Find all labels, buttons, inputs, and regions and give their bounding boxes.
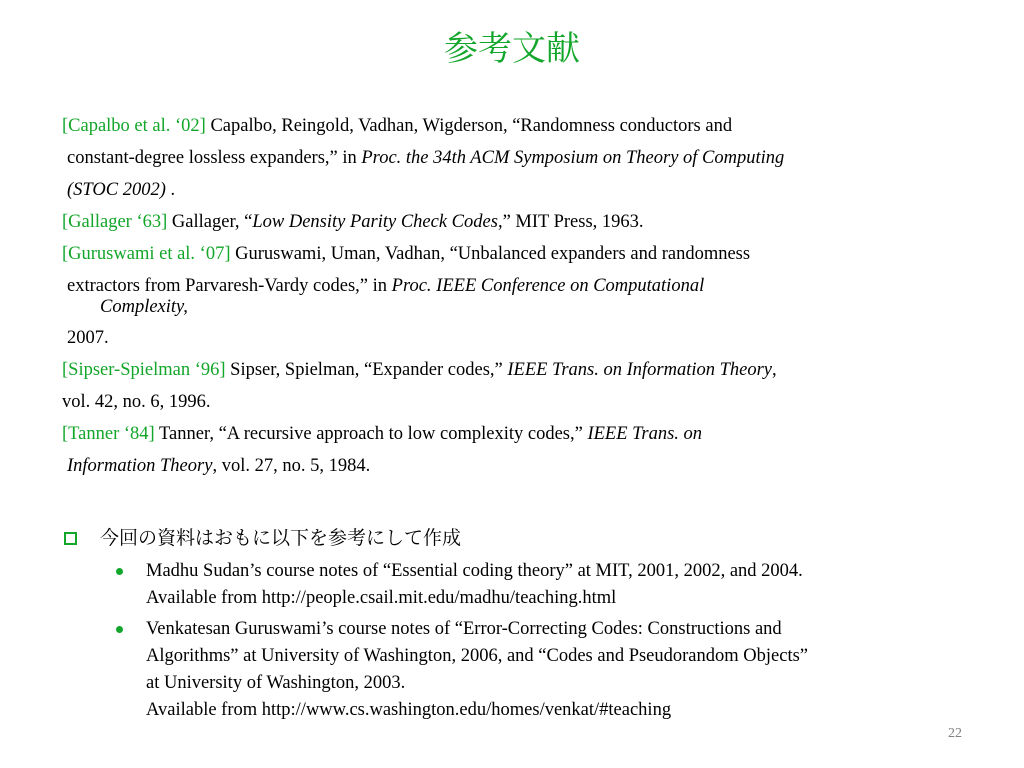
list-item (62, 558, 992, 612)
reference-text: constant-degree lossless expanders,” in (67, 148, 362, 168)
reference-line (62, 110, 992, 142)
square-bullet-icon (64, 532, 77, 545)
reference-text: Gallager, “ (167, 212, 253, 232)
reference-gallager (62, 206, 992, 238)
citation-key: [Guruswami et al. ‘07] (62, 244, 231, 264)
venue-text: Proc. IEEE Conference on Computational (391, 276, 705, 296)
reference-text: Guruswami, Uman, Vadhan, “Unbalanced expanders and randomness (230, 244, 751, 264)
reference-tanner (62, 418, 992, 482)
reference-capalbo (62, 110, 992, 206)
reference-text: 2007. (67, 328, 109, 348)
reference-text: Capalbo, Reingold, Vadhan, Wigderson, “Randomness conductors and (205, 116, 733, 136)
citation-key: [Gallager ‘63] (62, 212, 168, 232)
section-heading: 今回の資料はおもに以下を参考にして作成 (100, 527, 462, 549)
venue-text: Low Density Parity Check Codes (252, 212, 498, 232)
reference-line (62, 142, 992, 174)
venue-text: IEEE Trans. on Information Theory (507, 360, 773, 380)
citation-key: [Tanner ‘84] (62, 424, 155, 444)
list-item-text: Madhu Sudan’s course notes of “Essential coding theory” at MIT, 2001, 2002, and 2004. (146, 561, 803, 581)
reference-text: , (772, 360, 777, 380)
bullet-dot-icon (116, 568, 123, 575)
source-list (62, 558, 992, 724)
list-item-text: at University of Washington, 2003. (146, 673, 406, 693)
reference-text: Sipser, Spielman, “Expander codes,” (225, 360, 508, 380)
reference-text: ,” MIT Press, 1963. (497, 212, 644, 232)
slide-title: 参考文献 (444, 29, 580, 69)
list-item-text: Available from http://www.cs.washington.edu/homes/venkat/#teaching (146, 700, 672, 720)
venue-text: (STOC 2002) (67, 180, 166, 200)
bullet-dot-icon (116, 626, 123, 633)
venue-text: IEEE Trans. on (587, 424, 703, 444)
reference-line (62, 174, 992, 206)
reference-text: extractors from Parvaresh-Vardy codes,” in (67, 276, 392, 296)
list-item-text: Venkatesan Guruswami’s course notes of “Error-Correcting Codes: Constructions and (146, 619, 782, 639)
venue-text: Proc. the 34th ACM Symposium on Theory of Computing (361, 148, 785, 168)
reference-guruswami (62, 238, 992, 354)
reference-text: vol. 42, no. 6, 1996. (62, 392, 211, 412)
citation-key: [Capalbo et al. ‘02] (62, 116, 206, 136)
reference-text: . (165, 180, 176, 200)
reference-line (62, 450, 992, 482)
page-number: 22 (948, 726, 962, 741)
sources-section (62, 522, 992, 724)
reference-list (62, 110, 992, 482)
reference-line (62, 206, 992, 238)
section-heading-row (62, 522, 992, 554)
reference-line (62, 354, 992, 386)
venue-text: Complexity, (100, 297, 188, 317)
list-item-text: Algorithms” at University of Washington, 2006, and “Codes and Pseudorandom Objects” (146, 646, 809, 666)
list-item (62, 616, 992, 724)
reference-text: Tanner, “A recursive approach to low complexity codes,” (154, 424, 588, 444)
reference-text: , vol. 27, no. 5, 1984. (212, 456, 371, 476)
reference-sipser-spielman (62, 354, 992, 418)
reference-line (62, 418, 992, 450)
reference-line (62, 238, 992, 270)
venue-text: Information Theory (67, 456, 213, 476)
list-item-text: Available from http://people.csail.mit.edu/madhu/teaching.html (146, 588, 617, 608)
citation-key: [Sipser-Spielman ‘96] (62, 360, 226, 380)
